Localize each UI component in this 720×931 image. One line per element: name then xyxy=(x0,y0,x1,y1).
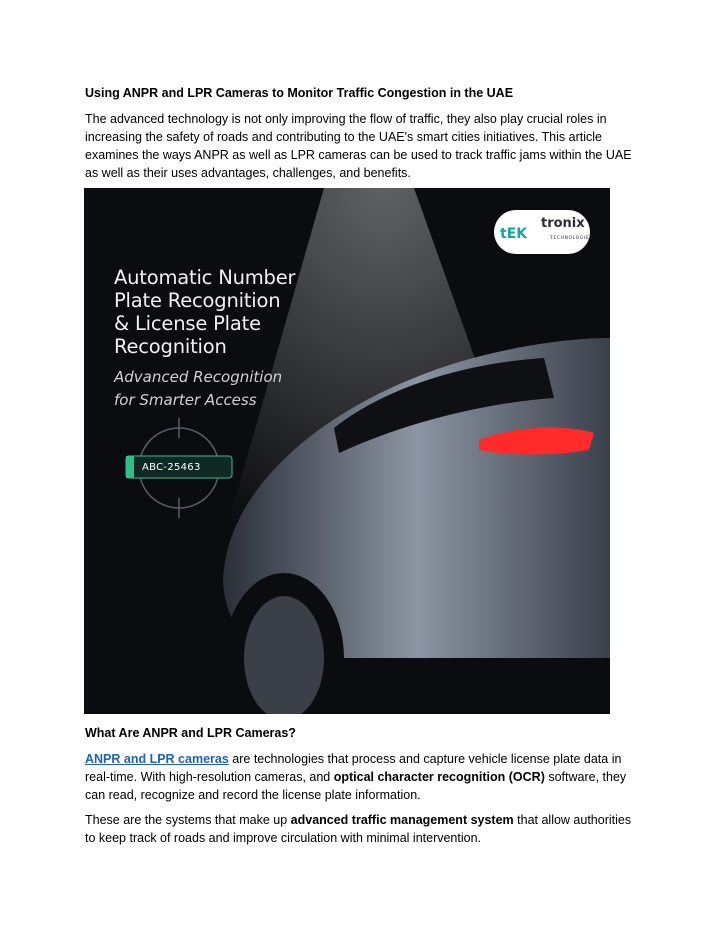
banner-subline: Advanced Recognition for Smarter Access xyxy=(114,368,283,409)
anpr-lpr-link[interactable]: ANPR and LPR cameras xyxy=(85,752,229,766)
plate-number: ABC-25463 xyxy=(142,462,201,473)
section-paragraph-2: These are the systems that make up advanced traffic management system that allow authorities to keep track of roads and improve circulation with minimal intervention. xyxy=(85,813,632,845)
tektronix-logo: tEK tronix TECHNOLOGIES xyxy=(494,210,590,254)
article-title: Using ANPR and LPR Cameras to Monitor Traffic Congestion in the UAE xyxy=(85,86,514,100)
section-heading: What Are ANPR and LPR Cameras? xyxy=(85,726,296,740)
intro-paragraph: The advanced technology is not only improving the flow of traffic, they also play crucial roles in increasing the safety of roads and contributing to the UAE's smart cities initiatives. This article examines the ways ANPR as well as LPR cameras can be used to track traffic jams within the UAE as well as their uses advantages, challenges, and benefits. xyxy=(85,112,632,180)
svg-text:tEK: tEK xyxy=(500,226,528,242)
logo-mark-icon xyxy=(498,210,542,254)
anpr-banner-image xyxy=(84,188,610,714)
section-paragraph-1: ANPR and LPR cameras are technologies that process and capture vehicle license plate data in real-time. With high-resolution cameras, and optical character recognition (OCR) software, they can read, recognize and record the license plate information. xyxy=(85,752,627,802)
banner-headline: Automatic Number Plate Recognition & License Plate Recognition xyxy=(114,266,296,358)
